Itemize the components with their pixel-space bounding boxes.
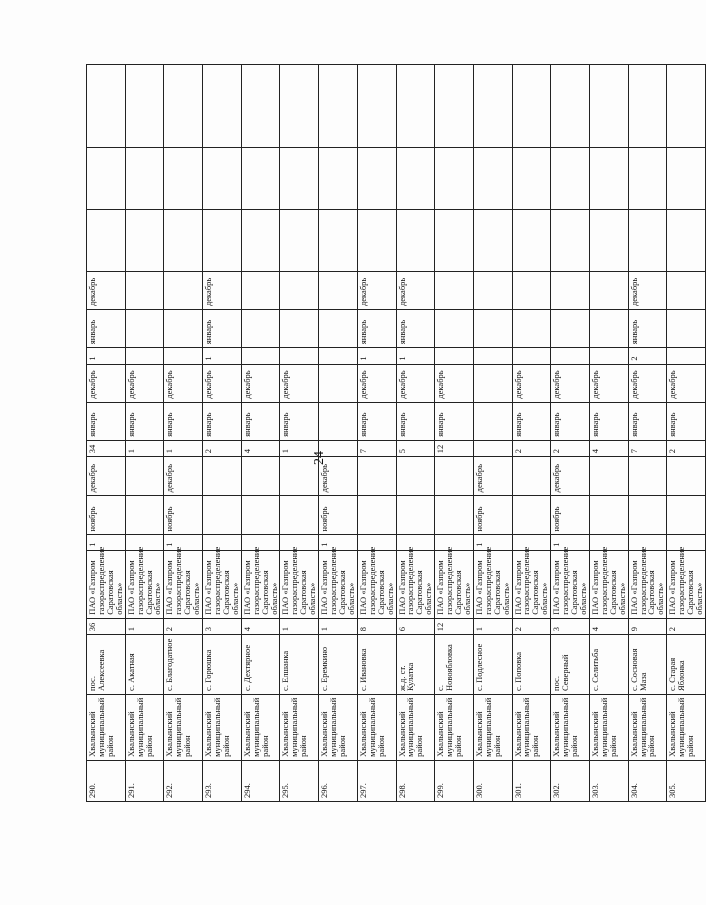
cell-n3: 1 [280, 440, 319, 456]
cell-m4: декабрь [435, 364, 474, 402]
table-row [551, 65, 590, 802]
cell-num: 300. [473, 760, 512, 801]
cell-m3: январь [357, 402, 396, 440]
cell-m1 [203, 496, 242, 535]
cell-n1: 1 [473, 618, 512, 634]
table-row [203, 65, 242, 802]
cell-empty-2 [473, 148, 512, 210]
cell-empty-3 [667, 65, 706, 148]
cell-locality: с. Подлесное [473, 635, 512, 695]
cell-n3: 2 [512, 440, 551, 456]
cell-district: Хвалынский муниципальный район [589, 694, 628, 760]
cell-m3: январь [512, 402, 551, 440]
cell-m2 [357, 457, 396, 496]
cell-empty-2 [87, 148, 126, 210]
cell-org: ПАО «Газпром газораспределение Саратовская область» [473, 550, 512, 618]
cell-m2: декабрь [473, 457, 512, 496]
cell-m6 [280, 271, 319, 309]
cell-n3 [473, 440, 512, 456]
cell-m5 [435, 310, 474, 348]
cell-n2 [435, 535, 474, 550]
cell-n4 [589, 348, 628, 364]
cell-empty-1 [203, 210, 242, 272]
cell-m1 [357, 496, 396, 535]
cell-n3: 5 [396, 440, 435, 456]
cell-n2 [396, 535, 435, 550]
cell-district: Хвалынский муниципальный район [512, 694, 551, 760]
cell-num: 295. [280, 760, 319, 801]
cell-district: Хвалынский муниципальный район [435, 694, 474, 760]
cell-m1: ноябрь [87, 496, 126, 535]
cell-num: 296. [319, 760, 358, 801]
cell-m5 [241, 310, 280, 348]
cell-m5 [667, 310, 706, 348]
cell-m2 [241, 457, 280, 496]
cell-m4: декабрь [280, 364, 319, 402]
cell-m1: ноябрь [473, 496, 512, 535]
table-row [589, 65, 628, 802]
cell-m2 [125, 457, 164, 496]
cell-empty-2 [319, 148, 358, 210]
table-row [473, 65, 512, 802]
cell-empty-1 [551, 210, 590, 272]
cell-num: 302. [551, 760, 590, 801]
cell-empty-1 [512, 210, 551, 272]
cell-n1: 1 [125, 618, 164, 634]
cell-district: Хвалынский муниципальный район [396, 694, 435, 760]
cell-m5: январь [203, 310, 242, 348]
cell-m5 [551, 310, 590, 348]
cell-n4 [667, 348, 706, 364]
cell-n1: 12 [435, 618, 474, 634]
cell-empty-1 [280, 210, 319, 272]
cell-m4: декабрь [628, 364, 667, 402]
cell-empty-1 [435, 210, 474, 272]
cell-m3: январь [628, 402, 667, 440]
cell-n1: 3 [551, 618, 590, 634]
cell-n3: 7 [628, 440, 667, 456]
cell-district: Хвалынский муниципальный район [280, 694, 319, 760]
cell-empty-1 [241, 210, 280, 272]
cell-locality: пос. Алексеевка [87, 635, 126, 695]
cell-n1: 1 [280, 618, 319, 634]
cell-num: 291. [125, 760, 164, 801]
cell-m6 [241, 271, 280, 309]
cell-empty-3 [164, 65, 203, 148]
cell-empty-2 [203, 148, 242, 210]
cell-locality: с. Ивановка [357, 635, 396, 695]
cell-m3: январь [396, 402, 435, 440]
cell-m2 [589, 457, 628, 496]
cell-m2 [280, 457, 319, 496]
cell-empty-3 [512, 65, 551, 148]
cell-m2 [396, 457, 435, 496]
cell-m2 [435, 457, 474, 496]
cell-n1: 3 [203, 618, 242, 634]
cell-m6 [125, 271, 164, 309]
cell-m1: ноябрь [164, 496, 203, 535]
cell-m4: декабрь [396, 364, 435, 402]
cell-n4: 1 [203, 348, 242, 364]
cell-locality: с. Старая Яблонка [667, 635, 706, 695]
cell-district: Хвалынский муниципальный район [473, 694, 512, 760]
cell-m4: декабрь [589, 364, 628, 402]
cell-m4 [319, 364, 358, 402]
cell-num: 294. [241, 760, 280, 801]
cell-n3: 12 [435, 440, 474, 456]
cell-empty-1 [125, 210, 164, 272]
cell-m3 [319, 402, 358, 440]
schedule-table [86, 64, 706, 802]
cell-locality: ж.д. ст. Кулатка [396, 635, 435, 695]
cell-empty-2 [280, 148, 319, 210]
cell-n2: 1 [87, 535, 126, 550]
cell-m6: декабрь [628, 271, 667, 309]
cell-n4: 1 [87, 348, 126, 364]
cell-district: Хвалынский муниципальный район [125, 694, 164, 760]
cell-locality: с. Новоябловка [435, 635, 474, 695]
cell-empty-3 [551, 65, 590, 148]
cell-n4 [241, 348, 280, 364]
cell-locality: пос. Северный [551, 635, 590, 695]
cell-n2: 1 [164, 535, 203, 550]
cell-district: Хвалынский муниципальный район [667, 694, 706, 760]
cell-m3: январь [435, 402, 474, 440]
cell-m6 [512, 271, 551, 309]
table-body [87, 65, 706, 802]
cell-empty-1 [628, 210, 667, 272]
table-row [241, 65, 280, 802]
cell-empty-2 [551, 148, 590, 210]
cell-n4: 1 [396, 348, 435, 364]
cell-m1: ноябрь [551, 496, 590, 535]
cell-m3: январь [241, 402, 280, 440]
cell-empty-2 [435, 148, 474, 210]
cell-district: Хвалынский муниципальный район [87, 694, 126, 760]
cell-org: ПАО «Газпром газораспределение Саратовская область» [396, 550, 435, 618]
cell-m1 [628, 496, 667, 535]
cell-n3: 1 [164, 440, 203, 456]
cell-org: ПАО «Газпром газораспределение Саратовская область» [241, 550, 280, 618]
cell-empty-3 [241, 65, 280, 148]
cell-m5 [164, 310, 203, 348]
cell-n2: 1 [473, 535, 512, 550]
cell-m4: декабрь [551, 364, 590, 402]
cell-m5 [512, 310, 551, 348]
cell-org: ПАО «Газпром газораспределение Саратовская область» [203, 550, 242, 618]
cell-m5 [319, 310, 358, 348]
cell-m3: январь [589, 402, 628, 440]
cell-locality: с. Горюшка [203, 635, 242, 695]
cell-m5 [125, 310, 164, 348]
table-row [357, 65, 396, 802]
cell-n4 [551, 348, 590, 364]
cell-empty-3 [319, 65, 358, 148]
cell-m2 [203, 457, 242, 496]
cell-locality: с. Поповка [512, 635, 551, 695]
cell-org: ПАО «Газпром газораспределение Саратовская область» [280, 550, 319, 618]
cell-m2 [667, 457, 706, 496]
cell-n3: 2 [551, 440, 590, 456]
cell-empty-3 [87, 65, 126, 148]
cell-n2: 1 [551, 535, 590, 550]
schedule-table-container [86, 64, 705, 802]
cell-m4: декабрь [241, 364, 280, 402]
cell-m4: декабрь [667, 364, 706, 402]
cell-n4: 2 [628, 348, 667, 364]
cell-district: Хвалынский муниципальный район [357, 694, 396, 760]
cell-m3: январь [667, 402, 706, 440]
cell-n4 [125, 348, 164, 364]
cell-m6 [435, 271, 474, 309]
cell-n3: 4 [241, 440, 280, 456]
cell-empty-1 [357, 210, 396, 272]
cell-n1: 4 [589, 618, 628, 634]
cell-empty-3 [435, 65, 474, 148]
cell-org: ПАО «Газпром газораспределение Саратовская область» [357, 550, 396, 618]
cell-empty-3 [357, 65, 396, 148]
cell-num: 305. [667, 760, 706, 801]
cell-empty-1 [164, 210, 203, 272]
cell-n2 [512, 535, 551, 550]
cell-empty-2 [241, 148, 280, 210]
cell-locality: с. Селитьба [589, 635, 628, 695]
cell-num: 303. [589, 760, 628, 801]
cell-district: Хвалынский муниципальный район [551, 694, 590, 760]
cell-org: ПАО «Газпром газораспределение Саратовская область» [164, 550, 203, 618]
cell-n1: 6 [396, 618, 435, 634]
cell-n4: 1 [357, 348, 396, 364]
cell-empty-2 [125, 148, 164, 210]
cell-m6 [473, 271, 512, 309]
cell-m1: ноябрь [319, 496, 358, 535]
cell-empty-2 [589, 148, 628, 210]
cell-empty-1 [473, 210, 512, 272]
table-row [396, 65, 435, 802]
cell-n2: 1 [319, 535, 358, 550]
cell-n1: 2 [164, 618, 203, 634]
cell-n1: 2 [667, 618, 706, 634]
cell-district: Хвалынский муниципальный район [319, 694, 358, 760]
cell-num: 298. [396, 760, 435, 801]
cell-m1 [125, 496, 164, 535]
cell-locality: с. Еремкино [319, 635, 358, 695]
cell-m5 [280, 310, 319, 348]
cell-district: Хвалынский муниципальный район [628, 694, 667, 760]
cell-district: Хвалынский муниципальный район [241, 694, 280, 760]
cell-m4: декабрь [512, 364, 551, 402]
cell-org: ПАО «Газпром газораспределение Саратовская область» [125, 550, 164, 618]
cell-m3: январь [280, 402, 319, 440]
cell-m2 [628, 457, 667, 496]
cell-m4 [473, 364, 512, 402]
cell-locality: с. Елшанка [280, 635, 319, 695]
cell-n3: 34 [87, 440, 126, 456]
cell-empty-1 [396, 210, 435, 272]
cell-org: ПАО «Газпром газораспределение Саратовская область» [667, 550, 706, 618]
cell-locality: с. Акатная [125, 635, 164, 695]
table-row [319, 65, 358, 802]
cell-district: Хвалынский муниципальный район [203, 694, 242, 760]
cell-m2: декабрь [319, 457, 358, 496]
table-row [164, 65, 203, 802]
cell-m6: декабрь [203, 271, 242, 309]
cell-m6: декабрь [87, 271, 126, 309]
cell-empty-2 [357, 148, 396, 210]
page-number: 24 [312, 451, 327, 465]
table-row [628, 65, 667, 802]
cell-empty-3 [589, 65, 628, 148]
cell-org: ПАО «Газпром газораспределение Саратовская область» [319, 550, 358, 618]
cell-m6: декабрь [396, 271, 435, 309]
cell-m1 [435, 496, 474, 535]
cell-n3: 2 [667, 440, 706, 456]
cell-m5: январь [87, 310, 126, 348]
cell-n2 [667, 535, 706, 550]
cell-n3: 1 [125, 440, 164, 456]
cell-org: ПАО «Газпром газораспределение Саратовская область» [87, 550, 126, 618]
cell-n4 [319, 348, 358, 364]
cell-locality: с. Благодатное [164, 635, 203, 695]
cell-num: 293. [203, 760, 242, 801]
cell-n4 [164, 348, 203, 364]
cell-empty-1 [667, 210, 706, 272]
cell-locality: с. Дехтярное [241, 635, 280, 695]
cell-empty-3 [280, 65, 319, 148]
cell-empty-1 [87, 210, 126, 272]
cell-m6 [589, 271, 628, 309]
cell-m2: декабрь [87, 457, 126, 496]
cell-m5 [473, 310, 512, 348]
cell-m4: декабрь [164, 364, 203, 402]
cell-m6 [667, 271, 706, 309]
cell-n3: 7 [357, 440, 396, 456]
table-row [125, 65, 164, 802]
cell-num: 301. [512, 760, 551, 801]
cell-m3 [473, 402, 512, 440]
cell-m2: декабрь [551, 457, 590, 496]
cell-n3: 4 [589, 440, 628, 456]
cell-n1: 36 [87, 618, 126, 634]
table-row [87, 65, 126, 802]
cell-org: ПАО «Газпром газораспределение Саратовская область» [589, 550, 628, 618]
cell-m1 [280, 496, 319, 535]
cell-m4: декабрь [203, 364, 242, 402]
cell-empty-3 [628, 65, 667, 148]
cell-empty-2 [164, 148, 203, 210]
cell-m5: январь [396, 310, 435, 348]
cell-m6 [164, 271, 203, 309]
cell-m3: январь [164, 402, 203, 440]
cell-m1 [512, 496, 551, 535]
cell-n1: 9 [628, 618, 667, 634]
cell-org: ПАО «Газпром газораспределение Саратовская область» [435, 550, 474, 618]
cell-m2: декабрь [164, 457, 203, 496]
cell-empty-2 [396, 148, 435, 210]
cell-m6: декабрь [357, 271, 396, 309]
cell-n4 [435, 348, 474, 364]
cell-district: Хвалынский муниципальный район [164, 694, 203, 760]
cell-n3: 2 [203, 440, 242, 456]
cell-org: ПАО «Газпром газораспределение Саратовская область» [628, 550, 667, 618]
cell-empty-1 [589, 210, 628, 272]
cell-num: 297. [357, 760, 396, 801]
cell-n1: 1 [319, 618, 358, 634]
cell-empty-3 [396, 65, 435, 148]
cell-num: 304. [628, 760, 667, 801]
cell-empty-2 [628, 148, 667, 210]
cell-num: 290. [87, 760, 126, 801]
cell-empty-3 [473, 65, 512, 148]
cell-m3: январь [125, 402, 164, 440]
cell-m5: январь [357, 310, 396, 348]
table-row [667, 65, 706, 802]
cell-m1 [241, 496, 280, 535]
cell-m4: декабрь [87, 364, 126, 402]
cell-m3: январь [203, 402, 242, 440]
cell-m5: январь [628, 310, 667, 348]
cell-n1: 4 [241, 618, 280, 634]
cell-n1: 2 [512, 618, 551, 634]
cell-n4 [280, 348, 319, 364]
cell-m4: декабрь [125, 364, 164, 402]
table-row [280, 65, 319, 802]
table-row [512, 65, 551, 802]
cell-n4 [473, 348, 512, 364]
cell-m5 [589, 310, 628, 348]
cell-m1 [589, 496, 628, 535]
cell-m1 [667, 496, 706, 535]
cell-n1: 8 [357, 618, 396, 634]
table-row [435, 65, 474, 802]
cell-org: ПАО «Газпром газораспределение Саратовская область» [551, 550, 590, 618]
cell-m6 [551, 271, 590, 309]
cell-m3: январь [551, 402, 590, 440]
cell-empty-2 [667, 148, 706, 210]
cell-m6 [319, 271, 358, 309]
cell-m2 [512, 457, 551, 496]
cell-org: ПАО «Газпром газораспределение Саратовская область» [512, 550, 551, 618]
cell-num: 299. [435, 760, 474, 801]
cell-m3: январь [87, 402, 126, 440]
cell-n3 [319, 440, 358, 456]
cell-locality: с. Сосновая Маза [628, 635, 667, 695]
cell-n2 [280, 535, 319, 550]
cell-empty-3 [203, 65, 242, 148]
cell-m1 [396, 496, 435, 535]
cell-num: 292. [164, 760, 203, 801]
cell-n4 [512, 348, 551, 364]
cell-m4: декабрь [357, 364, 396, 402]
cell-empty-1 [319, 210, 358, 272]
cell-empty-2 [512, 148, 551, 210]
cell-empty-3 [125, 65, 164, 148]
